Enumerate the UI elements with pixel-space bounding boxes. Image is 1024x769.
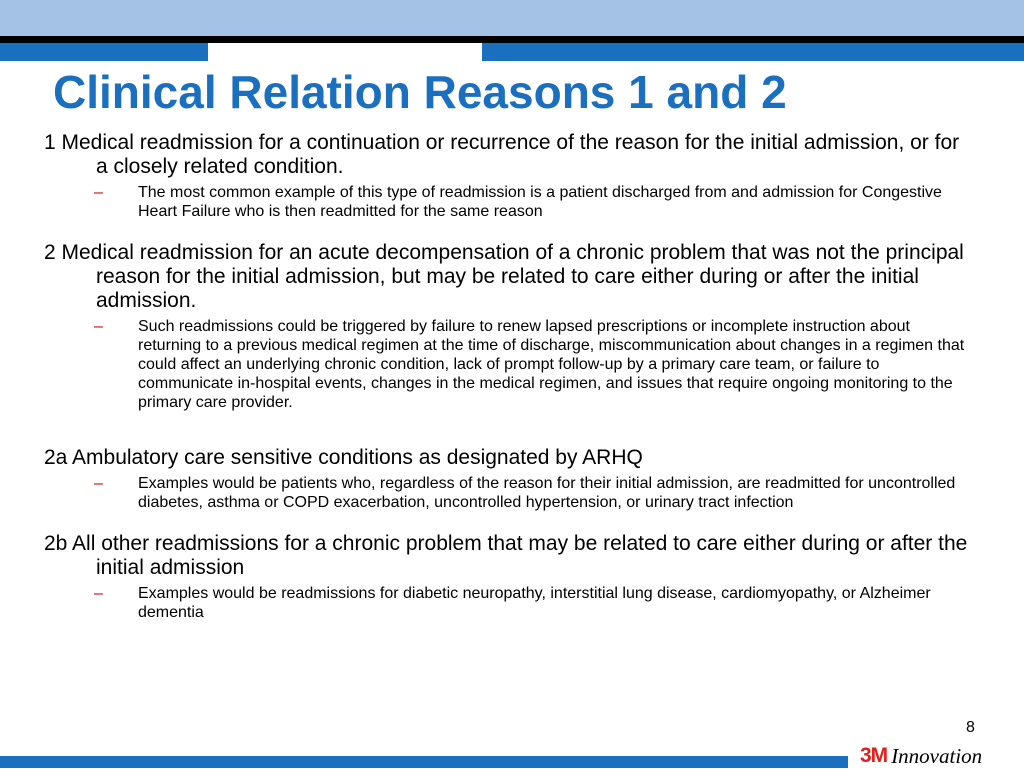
dash-marker: –	[94, 585, 103, 602]
sub-bullet	[94, 183, 974, 221]
top-black-rule	[0, 36, 1024, 43]
dash-marker: –	[94, 318, 103, 335]
sub-bullet	[94, 317, 974, 412]
logo-word: Innovation	[891, 743, 983, 768]
sub-bullet	[94, 584, 974, 622]
reason-text: 2a Ambulatory care sensitive conditions as designated by ARHQ	[44, 446, 643, 469]
sub-bullet	[94, 474, 974, 512]
reason-item-2b	[44, 532, 974, 622]
slide-body	[44, 131, 974, 642]
reason-item-2a	[44, 446, 974, 512]
top-blue-bar-right	[482, 43, 1024, 61]
top-decor-band	[0, 0, 1024, 36]
reason-text: 1 Medical readmission for a continuation or recurrence of the reason for the initial admission, or for a closely related condition.	[44, 131, 960, 178]
dash-marker: –	[94, 475, 103, 492]
sub-bullet-text: Examples would be readmissions for diabetic neuropathy, interstitial lung disease, cardiomyopathy, or Alzheimer dementia	[138, 585, 931, 621]
sub-bullet-text: Examples would be patients who, regardless of the reason for their initial admission, are readmitted for uncontrolled diabetes, asthma or COPD exacerbation, uncontrolled hypertension, or urinary tract infection	[138, 475, 956, 511]
top-blue-bar-left	[0, 43, 208, 61]
dash-marker: –	[94, 184, 103, 201]
bottom-blue-bar	[0, 756, 848, 768]
sub-bullet-text: Such readmissions could be triggered by failure to renew lapsed prescriptions or incomplete instruction about returning to a previous medical regimen at the time of discharge, miscommunication about changes in a regimen that could affect an underlying chronic condition, lack of prompt follow-up by a primary care team, or failure to communicate in-hospital events, changes in the medical regimen, and issues that require ongoing monitoring to the primary care provider.	[138, 318, 965, 411]
page-number: 8	[966, 719, 975, 736]
sub-bullet-text: The most common example of this type of readmission is a patient discharged from and admission for Congestive Heart Failure who is then readmitted for the same reason	[138, 184, 942, 220]
reason-item-2	[44, 241, 974, 412]
3m-innovation-logo	[860, 744, 982, 768]
reason-text: 2b All other readmissions for a chronic problem that may be related to care either during or after the initial admission	[44, 532, 968, 579]
reason-text: 2 Medical readmission for an acute decompensation of a chronic problem that was not the principal reason for the initial admission, but may be related to care either during or after the initial admission.	[44, 241, 964, 312]
reason-item-1	[44, 131, 974, 221]
slide-title: Clinical Relation Reasons 1 and 2	[53, 66, 787, 118]
logo-mark: 3M	[860, 744, 888, 767]
